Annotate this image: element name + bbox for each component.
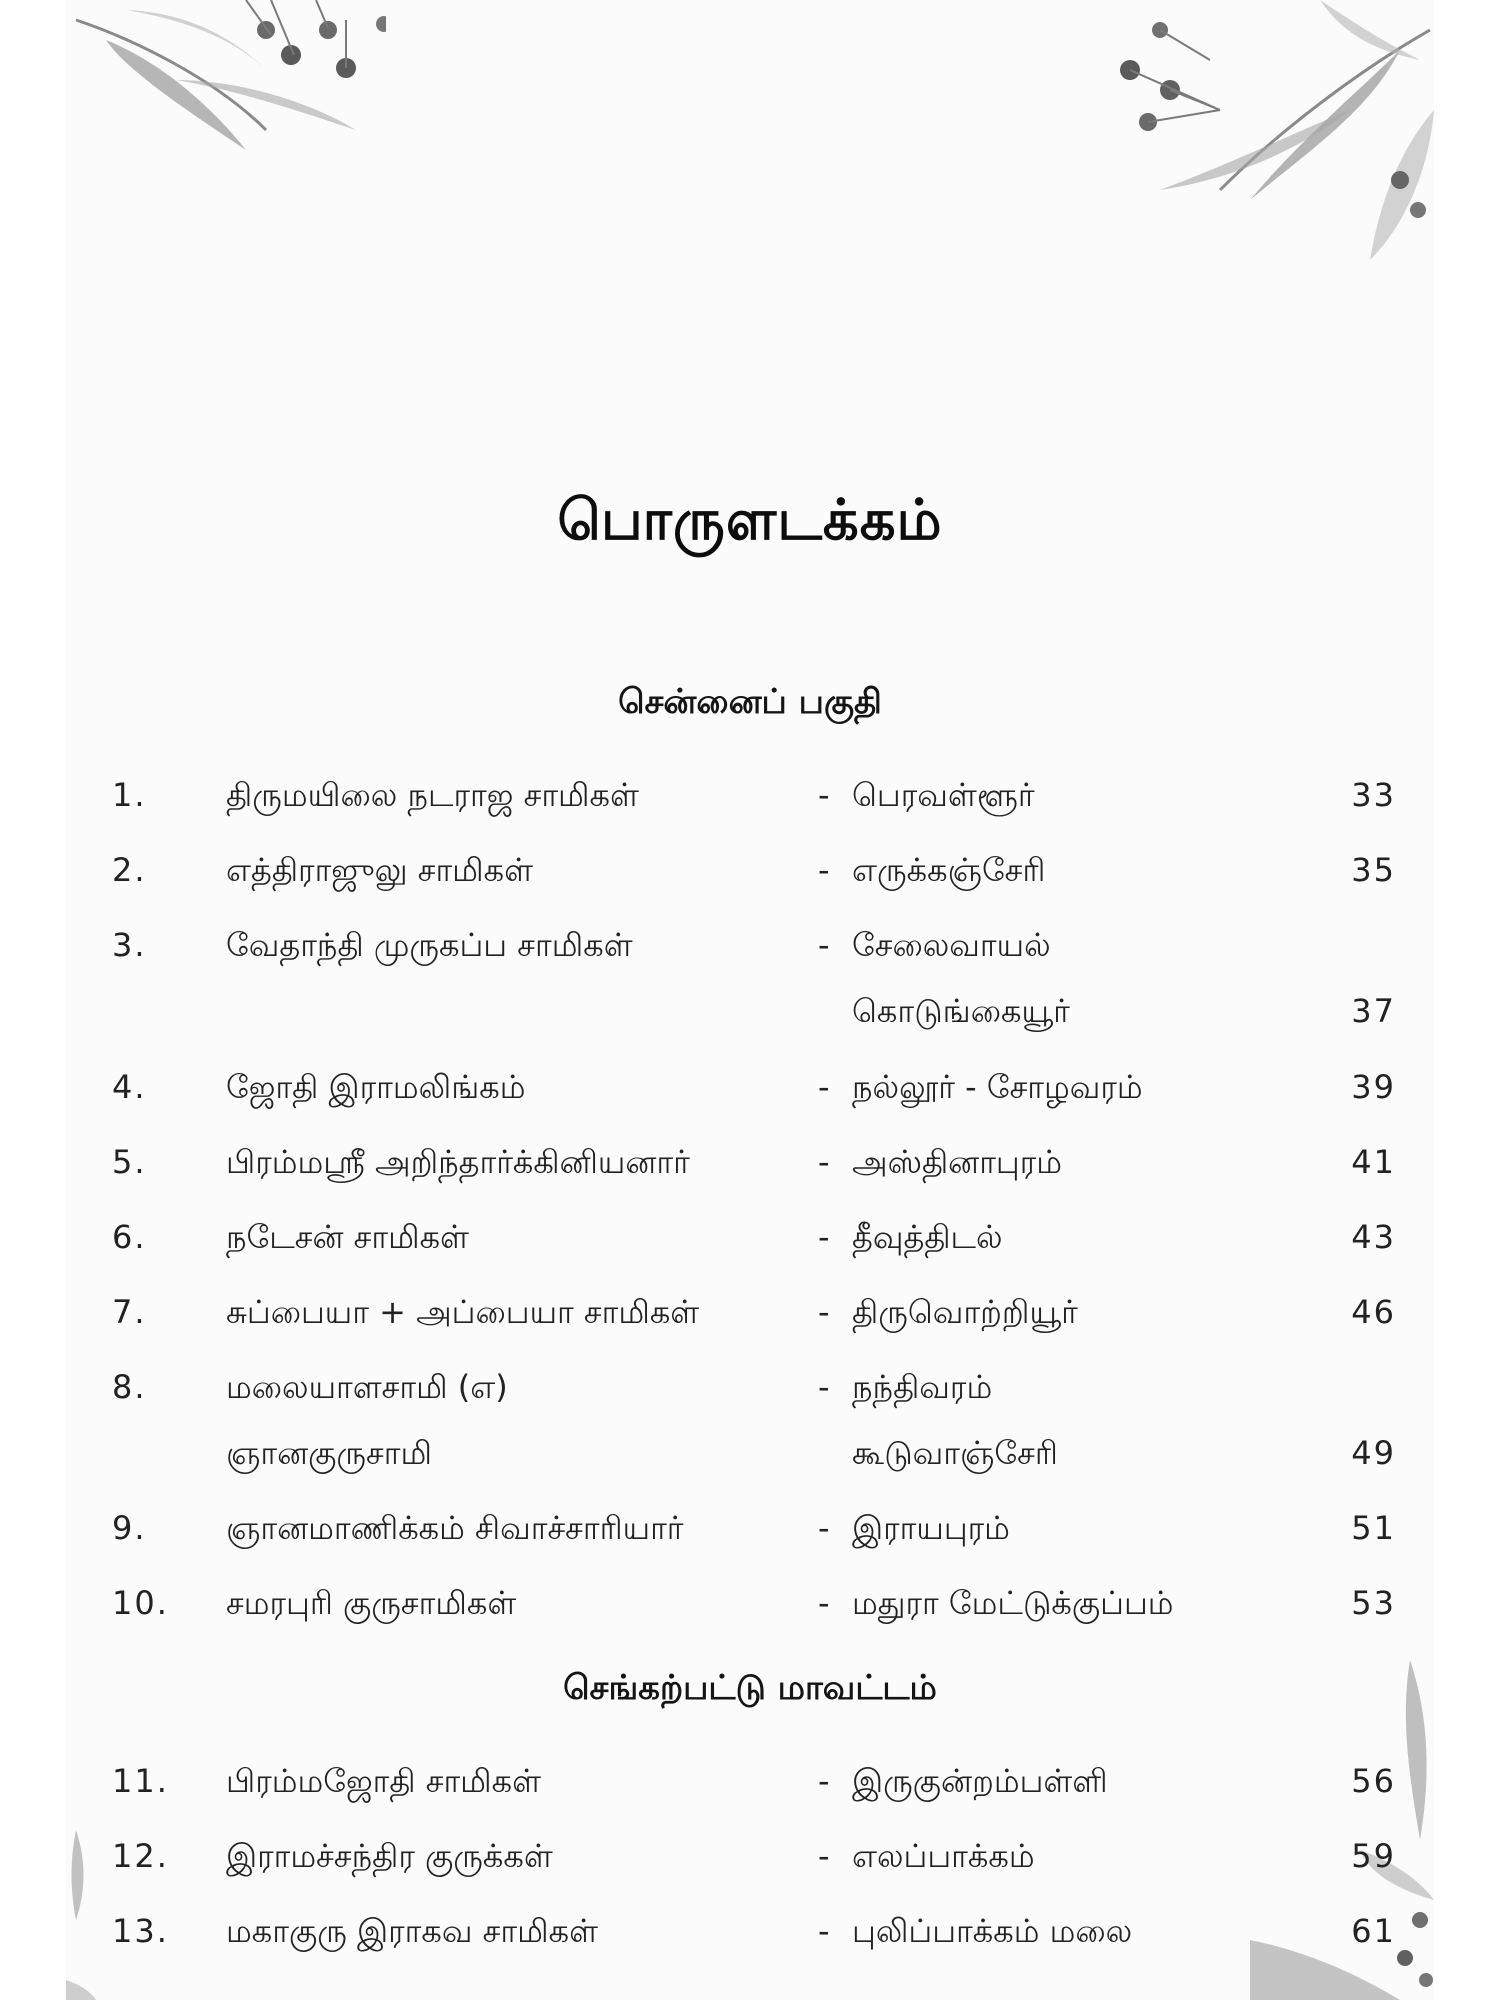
entry-number: 8. — [112, 1368, 147, 1406]
entry-name: மலையாளசாமி (எ) — [226, 1368, 508, 1406]
entry-name: திருமயிலை நடராஜ சாமிகள் — [226, 776, 639, 814]
entry-page-number: 59 — [1351, 1837, 1396, 1875]
entry-dash: - — [818, 1293, 830, 1331]
entry-place: நந்திவரம் — [852, 1368, 993, 1406]
entry-name: எத்திராஜுலு சாமிகள் — [226, 851, 534, 889]
entry-dash: - — [818, 851, 830, 889]
entry-place: அஸ்தினாபுரம் — [852, 1143, 1062, 1181]
entry-name: ஜோதி இராமலிங்கம் — [226, 1068, 526, 1106]
entry-page-number: 37 — [1351, 992, 1396, 1030]
entry-page-number: 35 — [1351, 851, 1396, 889]
entry-place: சேலைவாயல் — [852, 926, 1051, 964]
entry-place: புலிப்பாக்கம் மலை — [852, 1912, 1133, 1950]
entry-name: சுப்பையா + அப்பையா சாமிகள் — [226, 1293, 700, 1331]
entry-page-number: 46 — [1351, 1293, 1396, 1331]
entry-page-number: 49 — [1351, 1434, 1396, 1472]
entry-page-number: 56 — [1351, 1762, 1396, 1800]
entry-number: 7. — [112, 1293, 147, 1331]
section-heading-chengalpattu: செங்கற்பட்டு மாவட்டம் — [563, 1668, 937, 1708]
entry-place: நல்லூர் - சோழவரம் — [852, 1068, 1143, 1106]
entry-dash: - — [818, 1912, 830, 1950]
entry-dash: - — [818, 1068, 830, 1106]
page-title: பொருளடக்கம் — [557, 488, 943, 553]
entry-place: எருக்கஞ்சேரி — [852, 851, 1046, 889]
entry-dash: - — [818, 1509, 830, 1547]
entry-name: நடேசன் சாமிகள் — [226, 1218, 469, 1256]
entry-place: பெரவள்ளூர் — [852, 776, 1035, 814]
entry-number: 12. — [112, 1837, 169, 1875]
entry-dash: - — [818, 1762, 830, 1800]
entry-place: தீவுத்திடல் — [852, 1218, 1003, 1256]
entry-number: 5. — [112, 1143, 147, 1181]
entry-number: 13. — [112, 1912, 169, 1950]
entry-name: சமரபுரி குருசாமிகள் — [226, 1584, 517, 1622]
entry-number: 2. — [112, 851, 147, 889]
entry-dash: - — [818, 1584, 830, 1622]
entry-number: 1. — [112, 776, 147, 814]
entry-page-number: 39 — [1351, 1068, 1396, 1106]
leaf-branch-icon — [66, 0, 386, 170]
entry-dash: - — [818, 1143, 830, 1181]
entry-place: எலப்பாக்கம் — [852, 1837, 1035, 1875]
entry-name: இராமச்சந்திர குருக்கள் — [226, 1837, 553, 1875]
entry-name: பிரம்மஜோதி சாமிகள் — [226, 1762, 542, 1800]
entry-page-number: 51 — [1351, 1509, 1396, 1547]
entry-page-number: 33 — [1351, 776, 1396, 814]
entry-number: 10. — [112, 1584, 169, 1622]
entry-name-line2: ஞானகுருசாமி — [226, 1434, 432, 1472]
entry-page-number: 41 — [1351, 1143, 1396, 1181]
entry-page-number: 53 — [1351, 1584, 1396, 1622]
entry-name: மகாகுரு இராகவ சாமிகள் — [226, 1912, 598, 1950]
section-heading-chennai: சென்னைப் பகுதி — [618, 682, 882, 722]
entry-place: இருகுன்றம்பள்ளி — [852, 1762, 1108, 1800]
entry-page-number: 43 — [1351, 1218, 1396, 1256]
entry-number: 3. — [112, 926, 147, 964]
entry-number: 6. — [112, 1218, 147, 1256]
entry-page-number: 61 — [1351, 1912, 1396, 1950]
entry-number: 11. — [112, 1762, 169, 1800]
entry-dash: - — [818, 1368, 830, 1406]
entry-place: திருவொற்றியூர் — [852, 1293, 1078, 1331]
entry-name: பிரம்மஸ்ரீ அறிந்தார்க்கினியனார் — [226, 1143, 690, 1181]
entry-dash: - — [818, 926, 830, 964]
entry-place: இராயபுரம் — [852, 1509, 1010, 1547]
entry-name: ஞானமாணிக்கம் சிவாச்சாரியார் — [226, 1509, 684, 1547]
entry-place: மதுரா மேட்டுக்குப்பம் — [852, 1584, 1174, 1622]
entry-dash: - — [818, 1218, 830, 1256]
entry-place-line2: கூடுவாஞ்சேரி — [852, 1434, 1058, 1472]
entry-number: 9. — [112, 1509, 147, 1547]
entry-place-line2: கொடுங்கையூர் — [852, 992, 1070, 1030]
entry-dash: - — [818, 776, 830, 814]
entry-number: 4. — [112, 1068, 147, 1106]
leaf-branch-icon — [1100, 0, 1434, 270]
entry-name: வேதாந்தி முருகப்ப சாமிகள் — [226, 926, 633, 964]
entry-dash: - — [818, 1837, 830, 1875]
